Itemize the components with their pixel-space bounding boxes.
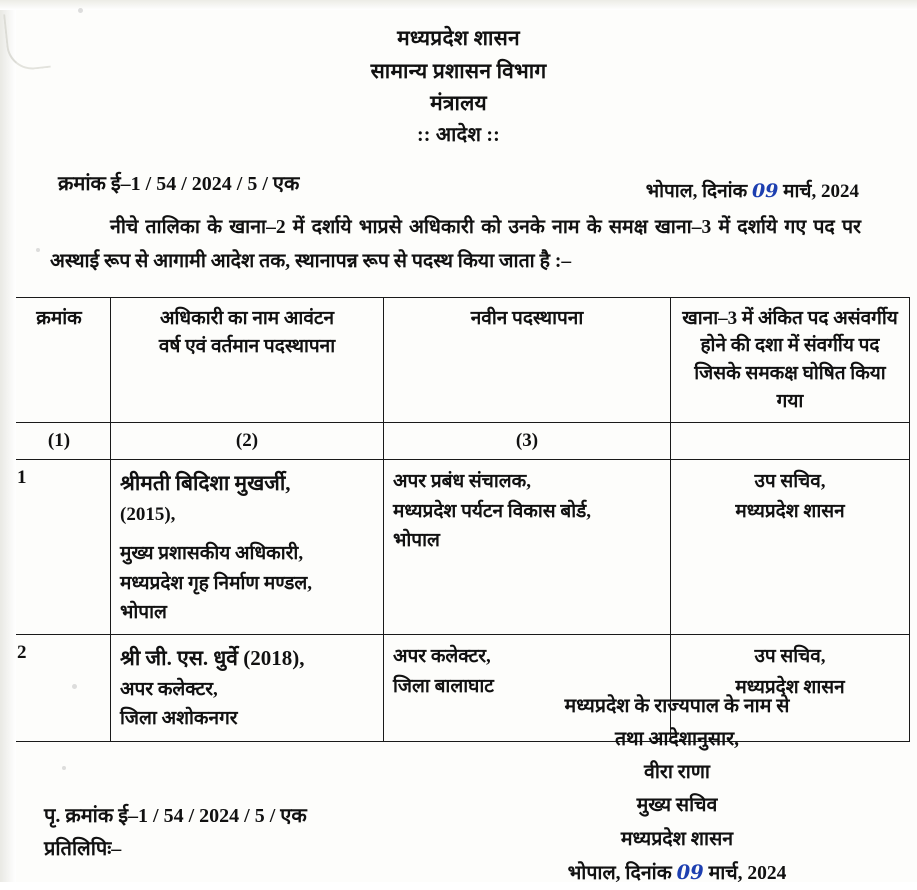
- scan-edge-top: [0, 0, 917, 10]
- header-officer-line1: अधिकारी का नाम आवंटन: [159, 307, 335, 329]
- scan-speck: [36, 248, 40, 252]
- row1-serial: 1: [8, 460, 111, 635]
- row1-officer-name: श्रीमती बिदिशा मुखर्जी,: [120, 471, 291, 496]
- endorsement-number: पृ. क्रमांक ई–1 / 54 / 2024 / 5 / एक: [44, 805, 307, 827]
- row1-officer-post-1: मुख्य प्रशासकीय अधिकारी,: [120, 543, 304, 565]
- date-day-handwritten: 09: [751, 179, 779, 202]
- row1-officer-post-2: मध्यप्रदेश गृह निर्माण मण्डल,: [120, 572, 313, 594]
- endorsement-block: [44, 800, 307, 866]
- memo-number: क्रमांक ई–1 / 54 / 2024 / 5 / एक: [58, 172, 300, 195]
- row2-serial: 2: [8, 635, 111, 741]
- colnum-4-empty: [671, 423, 910, 460]
- place-date-prefix: भोपाल, दिनांक: [645, 180, 748, 202]
- department-name: सामान्य प्रशासन विभाग: [370, 58, 547, 83]
- signatory-designation: मुख्य सचिव: [636, 795, 718, 817]
- row1-equivalent: [671, 460, 910, 635]
- signatory-government: मध्यप्रदेश शासन: [620, 828, 734, 850]
- row2-new-posting-2: जिला बालाघाट: [393, 675, 494, 697]
- order-paragraph: [50, 211, 861, 279]
- row1-equivalent-2: मध्यप्रदेश शासन: [735, 501, 845, 523]
- row2-new-posting-1: अपर कलेक्टर,: [393, 646, 491, 668]
- signature-place-date: [497, 856, 857, 890]
- colnum-2: (2): [111, 423, 384, 460]
- signature-line-2: तथा आदेशानुसार,: [614, 729, 739, 751]
- row1-new-posting-3: भोपाल: [393, 529, 440, 551]
- scan-edge-left: [0, 0, 16, 882]
- signature-block: [497, 690, 857, 890]
- row1-officer-year: (2015),: [120, 503, 176, 525]
- row2-officer-post-1: अपर कलेक्टर,: [120, 678, 218, 700]
- row2-equivalent-1: उप सचिव,: [754, 646, 826, 668]
- signature-place-prefix: भोपाल, दिनांक: [567, 862, 672, 884]
- header-officer-line2: वर्ष एवं वर्तमान पदस्थापना: [158, 336, 336, 358]
- colnum-1: (1): [8, 423, 111, 460]
- row1-new-posting: [384, 460, 671, 635]
- row1-equivalent-1: उप सचिव,: [754, 471, 826, 493]
- signature-line-1: मध्यप्रदेश के राज्यपाल के नाम से: [564, 696, 790, 717]
- colnum-3: (3): [384, 423, 671, 460]
- scan-speck: [78, 8, 83, 13]
- office-name: मंत्रालय: [430, 91, 487, 116]
- signatory-name: वीरा राणा: [644, 762, 710, 784]
- document-type-label: :: आदेश ::: [416, 123, 501, 146]
- header-new-posting: नवीन पदस्थापना: [384, 297, 671, 422]
- date-rest: मार्च, 2024: [783, 180, 859, 202]
- place-and-date: [646, 177, 859, 203]
- header-officer: [111, 297, 384, 422]
- copy-to-label: प्रतिलिपिः–: [44, 838, 122, 860]
- table-row: [8, 460, 910, 635]
- government-name: मध्यप्रदेश शासन: [397, 26, 520, 50]
- scan-speck: [62, 766, 66, 770]
- row1-spacer: [120, 529, 374, 539]
- table-header-row: [8, 297, 910, 422]
- row1-officer-post-3: भोपाल: [120, 601, 167, 623]
- signature-date-rest: मार्च, 2024: [708, 862, 787, 884]
- officers-table: [7, 297, 910, 742]
- row1-new-posting-1: अपर प्रबंध संचालक,: [393, 471, 531, 493]
- row2-officer: [111, 635, 384, 741]
- signature-date-day-handwritten: 09: [676, 860, 704, 884]
- header-serial: क्रमांक: [8, 297, 111, 422]
- scan-speck: [72, 684, 77, 689]
- header-equivalent-post: खाना–3 में अंकित पद असंवर्गीय होने की दशा में संवर्गीय पद जिसके समकक्ष घोषित किया गया: [671, 297, 910, 422]
- row1-officer: [111, 460, 384, 635]
- paragraph-text: नीचे तालिका के खाना–2 में दर्शाये भाप्रसे अधिकारी को उनके नाम के समक्ष खाना–3 में दर्शाये गए पद पर अस्थाई रूप से आगामी आदेश तक, स्थानापन्न रूप से पदस्थ किया जाता है :–: [50, 216, 861, 272]
- table-column-number-row: [8, 423, 910, 460]
- row2-equivalent-2: मध्यप्रदेश शासन: [735, 676, 845, 698]
- memo-header-row: [0, 163, 917, 205]
- row2-officer-post-2: जिला अशोकनगर: [120, 708, 238, 730]
- row2-officer-name: श्री जी. एस. धुर्वे (2018),: [120, 646, 305, 671]
- document-header: [0, 0, 917, 151]
- row1-new-posting-2: मध्यप्रदेश पर्यटन विकास बोर्ड,: [393, 500, 592, 522]
